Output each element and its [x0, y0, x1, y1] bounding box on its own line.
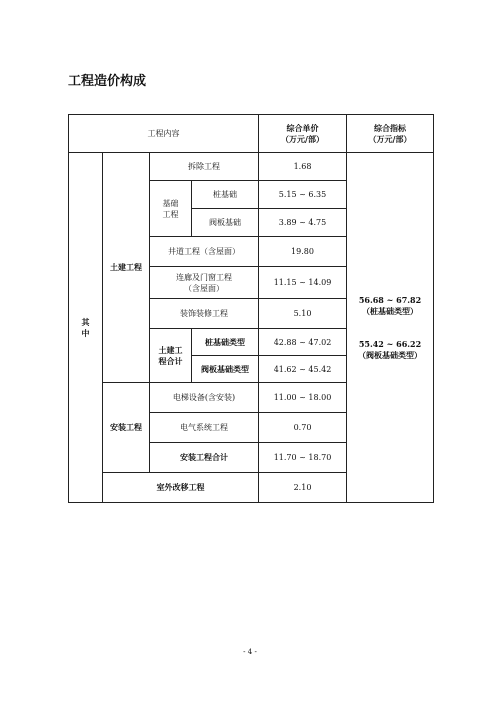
index-raft-value: 55.42 ~ 66.22 [358, 338, 422, 349]
page-number: - 4 - [243, 648, 257, 656]
subtotal-pile-price: 42.88 ~ 47.02 [259, 329, 347, 356]
index-raft-label: （阀板基础类型） [358, 349, 422, 360]
electrical-price: 0.70 [259, 413, 347, 443]
install-total-price: 11.70 ~ 18.70 [259, 443, 347, 473]
subtotal-raft-price: 41.62 ~ 45.42 [259, 356, 347, 383]
table-row [69, 153, 434, 181]
pile-foundation-name: 桩基础 [192, 181, 259, 209]
decoration-name: 装饰装修工程 [150, 299, 259, 329]
install-total-name: 安装工程合计 [150, 443, 259, 473]
cost-table [68, 114, 434, 503]
header-unit-price: 综合单价 （万元/部） [259, 115, 347, 153]
raft-foundation-price: 3.89 ~ 4.75 [259, 209, 347, 237]
demolition-name: 拆除工程 [150, 153, 259, 181]
header-index: 综合指标 （万元/部） [347, 115, 434, 153]
corridor-price: 11.15 ~ 14.09 [259, 267, 347, 299]
page-title: 工程造价构成 [68, 74, 147, 89]
civil-subtotal-label: 土建工 程合计 [150, 329, 192, 383]
raft-foundation-name: 阀板基础 [192, 209, 259, 237]
foundation-label: 基础 工程 [150, 181, 192, 237]
index-pile-label: （桩基础类型） [362, 305, 418, 316]
subtotal-pile-name: 桩基础类型 [192, 329, 259, 356]
civil-label: 土建工程 [103, 153, 150, 383]
header-content: 工程内容 [69, 115, 259, 153]
install-label: 安装工程 [103, 383, 150, 473]
elevator-price: 11.00 ~ 18.00 [259, 383, 347, 413]
corridor-name: 连廊及门窗工程 （含屋面） [150, 267, 259, 299]
decoration-price: 5.10 [259, 299, 347, 329]
group-label-cell: 其 中 [69, 153, 103, 503]
outdoor-name: 室外改移工程 [103, 473, 259, 503]
shaft-name: 井道工程（含屋面） [150, 237, 259, 267]
index-cell [347, 153, 434, 503]
pile-foundation-price: 5.15 ~ 6.35 [259, 181, 347, 209]
outdoor-price: 2.10 [259, 473, 347, 503]
electrical-name: 电气系统工程 [150, 413, 259, 443]
elevator-name: 电梯设备(含安装) [150, 383, 259, 413]
index-pile-value: 56.68 ~ 67.82 [358, 294, 422, 305]
header-row [69, 115, 434, 153]
demolition-price: 1.68 [259, 153, 347, 181]
subtotal-raft-name: 阀板基础类型 [192, 356, 259, 383]
shaft-price: 19.80 [259, 237, 347, 267]
